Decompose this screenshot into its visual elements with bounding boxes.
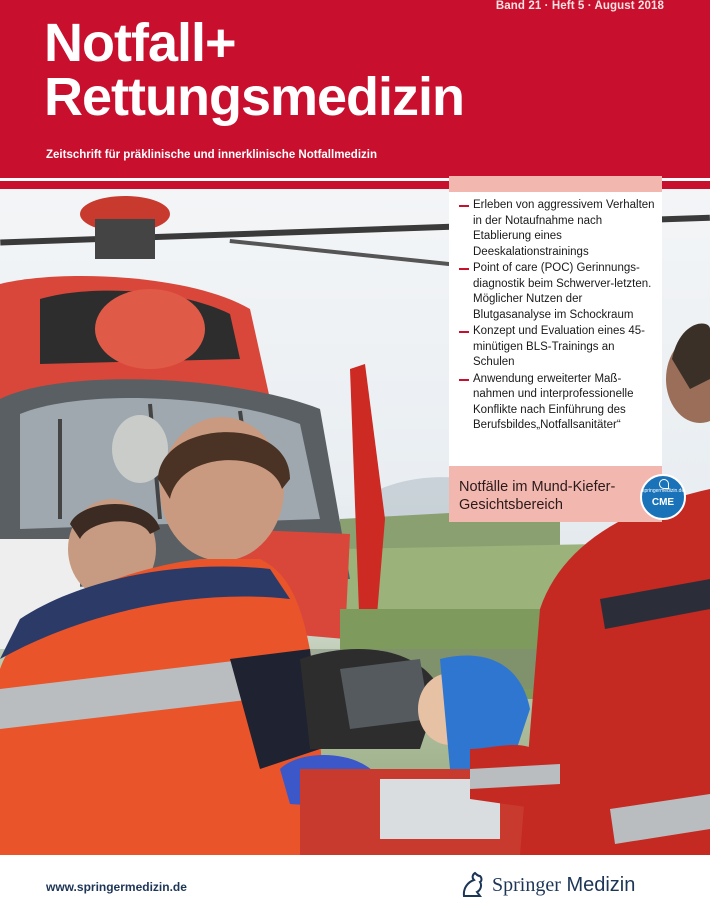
bullet-dash-icon	[459, 205, 469, 207]
bullet-dash-icon	[459, 331, 469, 333]
toc-item-text: Point of care (POC) Gerinnungs-diagnostik beim Schwerver-letzten. Möglicher Nutzen der Blutgasanalyse im Schockraum	[473, 262, 652, 321]
cme-topic-box[interactable]	[449, 466, 662, 522]
toc-item[interactable]	[459, 324, 659, 371]
bullet-dash-icon	[459, 268, 469, 270]
toc-accent-bar	[449, 176, 662, 192]
toc-item[interactable]	[459, 198, 659, 260]
toc-list	[459, 198, 659, 435]
springer-horse-icon	[460, 870, 486, 900]
journal-title-line2: Rettungsmedizin	[44, 67, 465, 127]
journal-title-line1: Notfall+	[44, 13, 236, 73]
website-link[interactable]: www.springermedizin.de	[46, 880, 187, 894]
issue-info: Band 21 · Heft 5 · August 2018	[495, 0, 664, 12]
masthead	[0, 0, 710, 178]
journal-subtitle: Zeitschrift für präklinische und innerklinische Notfallmedizin	[46, 149, 378, 161]
cme-topic-text: Notfälle im Mund-Kiefer-Gesichtsbereich	[459, 479, 616, 513]
toc-item-text: Erleben von aggressivem Verhalten in der Notaufnahme nach Etablierung eines Deeskalationstrainings	[473, 199, 655, 258]
cme-badge	[640, 474, 686, 520]
table-of-contents	[449, 176, 662, 466]
toc-item-text: Konzept und Evaluation eines 45-minütigen BLS-Trainings an Schulen	[473, 325, 645, 368]
publisher-name-secondary: Medizin	[566, 874, 636, 896]
cme-badge-label: CME	[651, 497, 675, 508]
toc-item-text: Anwendung erweiterter Maß-nahmen und interprofessionelle Konflikte nach Einführung des Berufsbildes„Notfallsanitäter“	[473, 372, 634, 431]
bullet-dash-icon	[459, 379, 469, 381]
publisher-name-primary: Springer	[492, 874, 561, 896]
footer	[0, 855, 710, 903]
toc-item[interactable]	[459, 261, 659, 323]
cme-badge-site: springermedizin.de	[642, 488, 685, 494]
publisher-name	[492, 874, 635, 897]
toc-item[interactable]	[459, 372, 659, 434]
